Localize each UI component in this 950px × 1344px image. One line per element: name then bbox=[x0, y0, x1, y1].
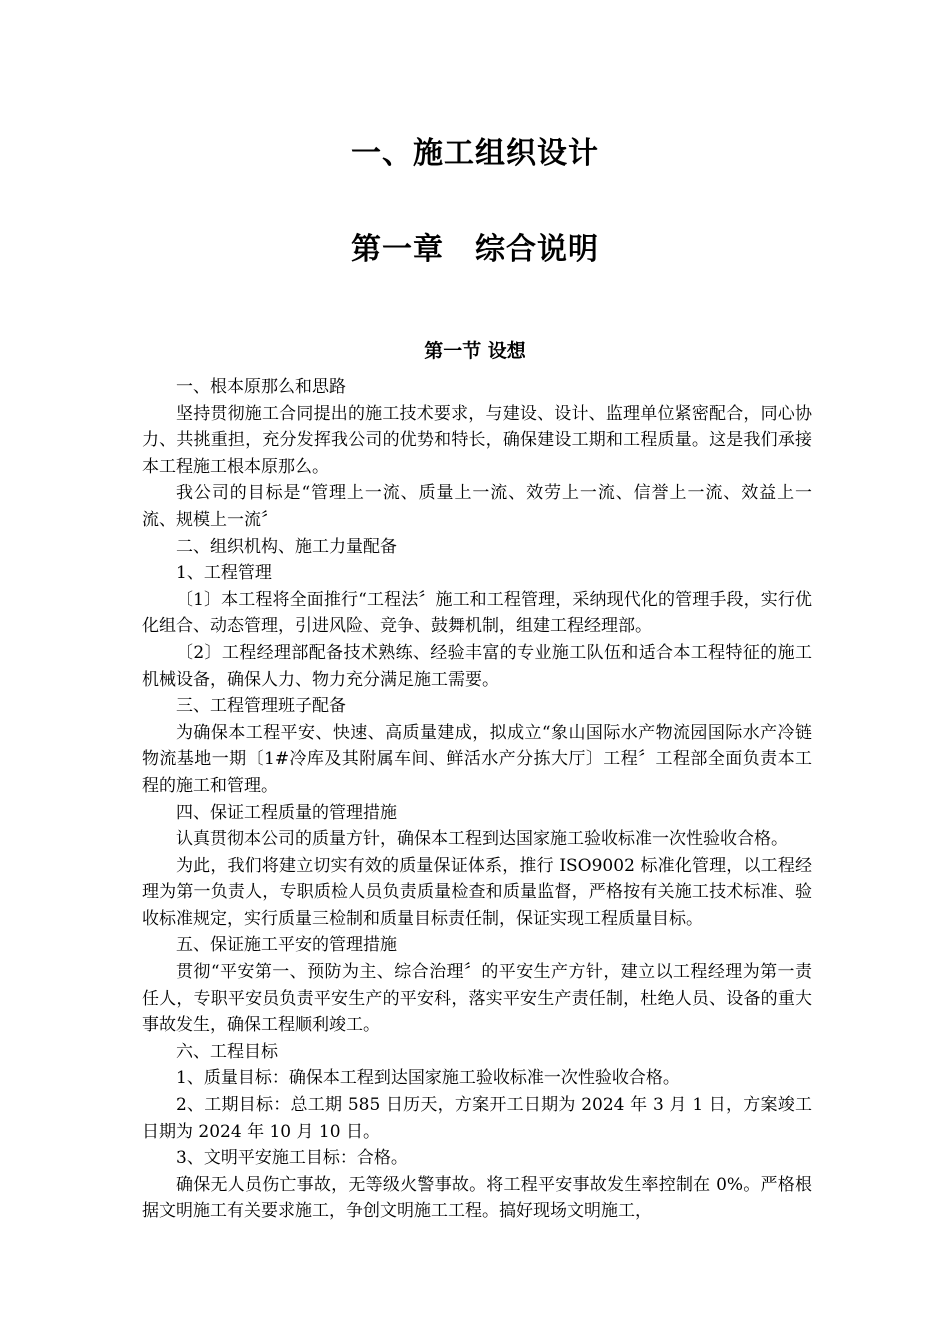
heading-safety-measures: 五、保证施工平安的管理措施 bbox=[176, 935, 397, 956]
paragraph: 为此，我们将建立切实有效的质量保证体系，推行 ISO9002 标准化管理，以工程经理为第一负责人，专职质检人员负责质量检查和质量监督，严格按有关施工技术标准、验收标准规定，实行质量三检制和质量目标责任制，保证实现工程质量目标。 bbox=[142, 855, 812, 929]
document-title: 一、施工组织设计 bbox=[351, 136, 599, 171]
paragraph: 为确保本工程平安、快速、高质量建成，拟成立“象山国际水产物流园国际水产冷链物流基地一期〔1#冷库及其附属车间、鲜活水产分拣大厅〕工程〞工程部全面负责本工程的施工和管理。 bbox=[142, 722, 812, 796]
chapter-heading: 第一章 综合说明 bbox=[351, 232, 599, 267]
heading-quality-measures: 四、保证工程质量的管理措施 bbox=[176, 802, 397, 823]
paragraph: 〔2〕工程经理部配备技术熟练、经验丰富的专业施工队伍和适合本工程特征的施工机械设备，确保人力、物力充分满足施工需要。 bbox=[142, 642, 812, 690]
heading-project-goals: 六、工程目标 bbox=[176, 1041, 278, 1062]
goal-civilized-safety: 3、文明平安施工目标：合格。 bbox=[176, 1148, 408, 1169]
heading-organization: 二、组织机构、施工力量配备 bbox=[176, 536, 397, 557]
subheading-project-management: 1、工程管理 bbox=[176, 563, 272, 584]
paragraph: 认真贯彻本公司的质量方针，确保本工程到达国家施工验收标准一次性验收合格。 bbox=[176, 829, 788, 850]
section-heading: 第一节 设想 bbox=[424, 340, 526, 362]
paragraph: 我公司的目标是“管理上一流、质量上一流、效劳上一流、信誉上一流、效益上一流、规模上一流〞 bbox=[142, 483, 812, 530]
goal-quality: 1、质量目标：确保本工程到达国家施工验收标准一次性验收合格。 bbox=[176, 1068, 680, 1089]
paragraph: 确保无人员伤亡事故，无等级火警事故。将工程平安事故发生率控制在 0%。严格根据文明施工有关要求施工，争创文明施工工程。搞好现场文明施工， bbox=[142, 1174, 812, 1222]
paragraph: 〔1〕本工程将全面推行“工程法〞施工和工程管理，采纳现代化的管理手段，实行优化组合、动态管理，引进风险、竞争、鼓舞机制，组建工程经理部。 bbox=[142, 589, 812, 637]
document-body bbox=[142, 374, 812, 1225]
goal-schedule: 2、工期目标：总工期 585 日历天，方案开工日期为 2024 年 3 月 1 日，方案竣工日期为 2024 年 10 月 10 日。 bbox=[142, 1095, 812, 1142]
paragraph: 坚持贯彻施工合同提出的施工技术要求，与建设、设计、监理单位紧密配合，同心协力、共挑重担，充分发挥我公司的优势和特长，确保建设工期和工程质量。这是我们承接本工程施工根本原那么。 bbox=[142, 403, 812, 477]
heading-management-team: 三、工程管理班子配备 bbox=[176, 696, 346, 717]
heading-principles: 一、根本原那么和思路 bbox=[176, 377, 346, 397]
paragraph: 贯彻“平安第一、预防为主、综合治理〞的平安生产方针，建立以工程经理为第一责任人，专职平安员负责平安生产的平安科，落实平安生产责任制，杜绝人员、设备的重大事故发生，确保工程顺利竣工。 bbox=[142, 962, 812, 1036]
